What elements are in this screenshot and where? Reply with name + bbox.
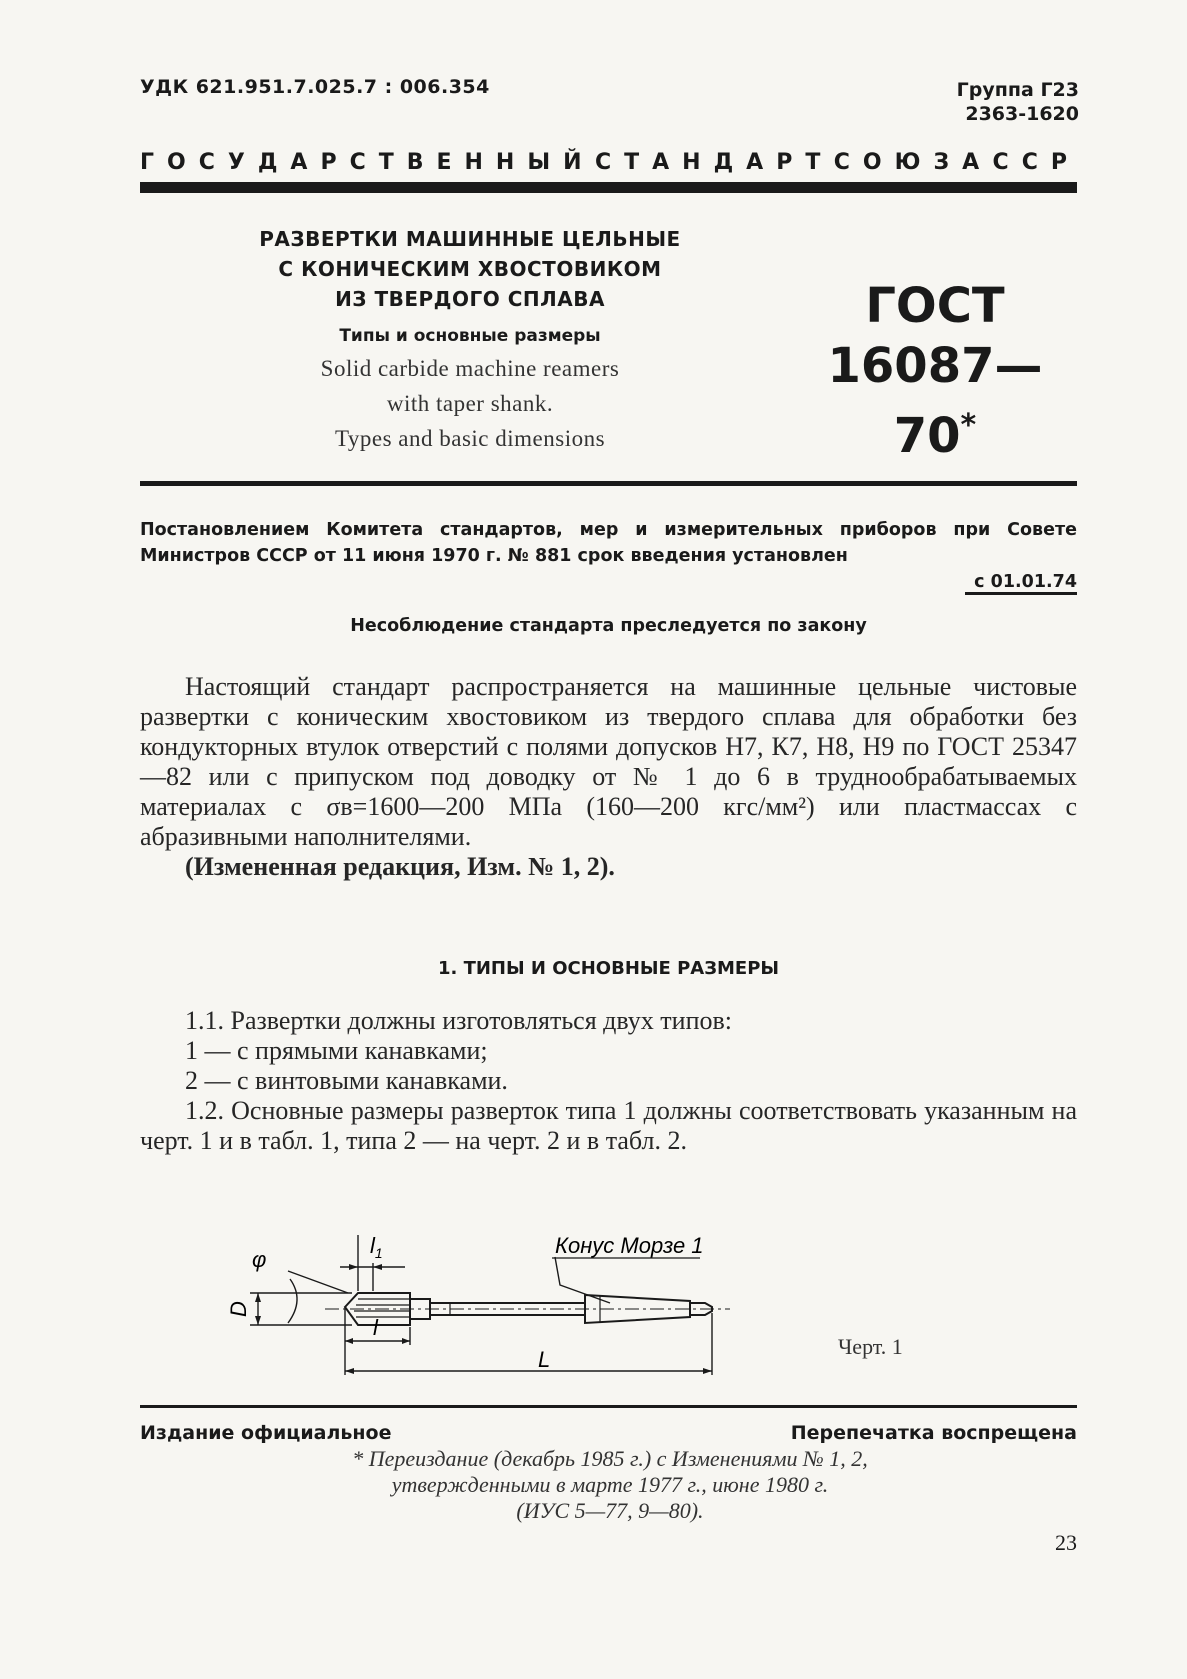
page-number: 23 [1055,1530,1077,1555]
label-l: l [373,1315,378,1340]
intro-paragraph: Настоящий стандарт распространяется на машинные цельные чистовые развертки с коническим хвостовиком из твердого сплава для обработки без кондукторных втулок отверстий с полями допусков Н7, К7, Н8, Н9 по ГОСТ 25347—82 или с припуском под доводку от № 1 до 6 в труднообрабатываемых материалах с σв=1600—200 МПа (160—200 кгс/мм²) или пластмассах с абразивными наполнителями. [140,672,1077,851]
decree-text: Постановлением Комитета стандартов, мер и измерительных приборов при Совете Министров СССР от 11 июня 1970 г. № 881 срок введения установлен [140,520,1077,566]
official-edition: Издание официальное [140,1422,392,1444]
reprint-line: * Переиздание (декабрь 1985 г.) с Изменениями № 1, 2, [352,1446,868,1471]
section-body [140,1006,1077,1156]
gost-number-block [790,276,1080,466]
legal-warning: Несоблюдение стандарта преследуется по закону [350,616,867,636]
gost-asterisk: * [960,408,977,443]
gost-number-value: 16087—70 [827,338,1043,464]
classification-code: 2363-1620 [965,103,1079,125]
intro-edit-note: (Измененная редакция, Изм. № 1, 2). [185,852,615,881]
angle-phi [288,1271,348,1293]
reprint-prohibited: Перепечатка воспрещена [790,1422,1077,1444]
label-D: D [226,1301,251,1317]
english-title-line: Types and basic dimensions [334,426,606,451]
title-line: РАЗВЕРТКИ МАШИННЫЕ ЦЕЛЬНЫЕ [259,227,681,251]
label-cone: Конус Морзе 1 [555,1233,704,1258]
title-rule [140,481,1077,486]
heading-word: СТАНДАРТ [595,150,834,175]
heading-word: ГОСУДАРСТВЕННЫЙ [140,150,595,175]
decree-effective-date: с 01.01.74 [974,572,1077,592]
list-item: 2 — с винтовыми канавками. [185,1066,508,1095]
header-rule [140,182,1077,193]
label-l1-main: l [370,1233,375,1258]
gost-number [790,336,1080,466]
clause-1-2: 1.2. Основные размеры разверток типа 1 должны соответствовать указанным на черт. 1 и в табл. 1, типа 2 — на черт. 2 и в табл. 2. [140,1096,1077,1155]
label-l1 [370,1233,383,1261]
clause-1-1: 1.1. Развертки должны изготовляться двух типов: [185,1006,732,1035]
english-title-line: with taper shank. [386,391,554,416]
label-L: L [538,1347,551,1372]
reprint-line: (ИУС 5—77, 9—80). [516,1498,704,1523]
heading-word: ССР [992,150,1080,175]
intro-section [140,672,1077,882]
reprint-note [290,1446,930,1524]
group-block [957,78,1079,126]
reprint-line: утвержденными в марте 1977 г., июне 1980 г. [391,1472,829,1497]
document-title-block [250,224,690,451]
footer-rule [140,1405,1077,1408]
english-title-line: Solid carbide machine reamers [320,356,620,381]
section-heading: 1. ТИПЫ И ОСНОВНЫЕ РАЗМЕРЫ [437,958,780,979]
group-label: Группа Г23 [956,79,1079,101]
title-subtitle: Типы и основные размеры [339,326,601,346]
heading-word: СОЮЗА [833,150,993,175]
gost-label: ГОСТ [865,278,1005,334]
decree-paragraph [140,517,1077,595]
list-item: 1 — с прямыми канавками; [185,1036,488,1065]
title-line: ИЗ ТВЕРДОГО СПЛАВА [335,287,605,311]
state-standard-heading [140,150,1080,175]
label-phi: φ [252,1247,267,1272]
label-l1-sub: 1 [374,1245,383,1261]
figure-caption: Черт. 1 [838,1334,903,1359]
title-line: С КОНИЧЕСКИМ ХВОСТОВИКОМ [278,257,662,281]
date-underline [965,592,1077,595]
reamer-drawing [226,1195,790,1385]
udk-code: УДК 621.951.7.025.7 : 006.354 [140,76,490,98]
